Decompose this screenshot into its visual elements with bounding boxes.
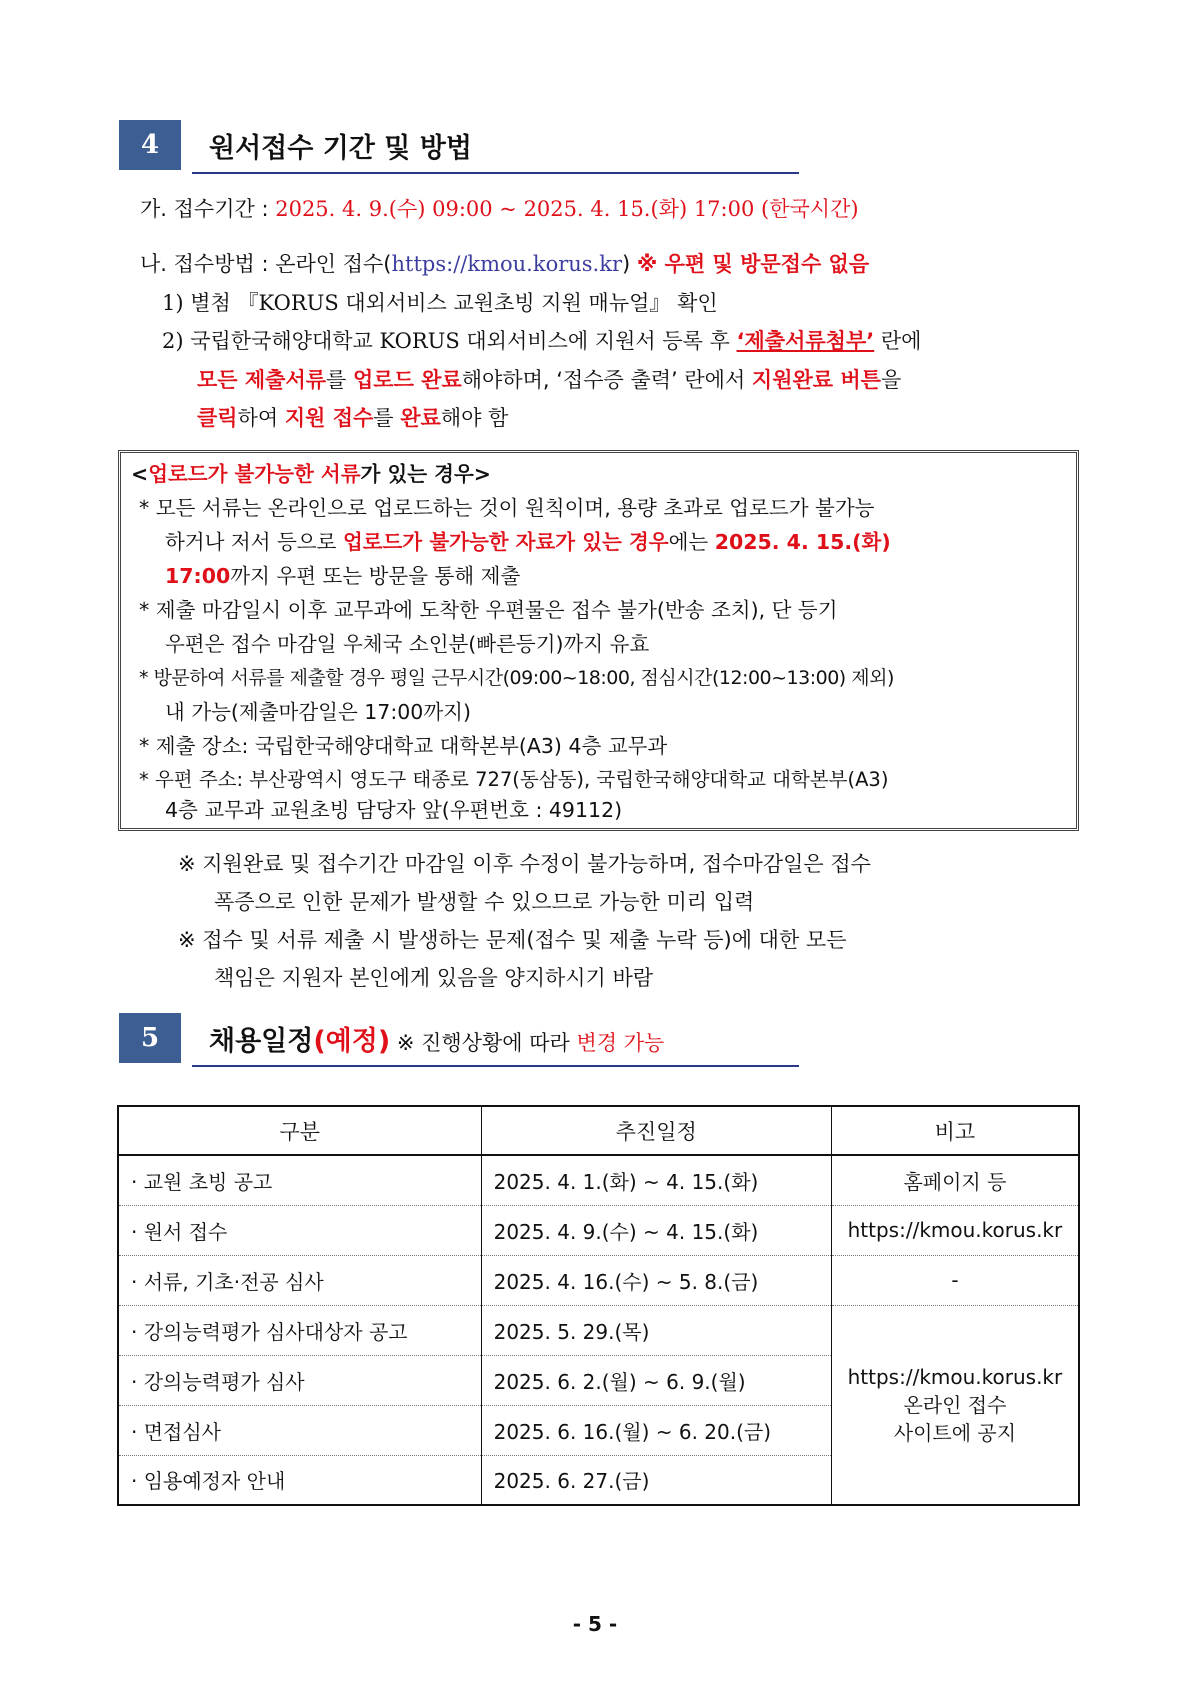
notebox-bullet-5-cont: 4층 교무과 교원초빙 담당자 앞(우편번호 : 49112) (165, 798, 623, 822)
row-item: · 면접심사 (118, 1405, 481, 1455)
merged-note-url[interactable]: https://kmou.korus.kr (847, 1364, 1063, 1389)
merged-note-line-2: 온라인 접수 (903, 1392, 1007, 1417)
row-item: · 임용예정자 안내 (118, 1455, 481, 1505)
row-date: 2025. 4. 16.(수) ~ 5. 8.(금) (481, 1255, 831, 1305)
notebox-bullet-1: * 모든 서류는 온라인으로 업로드하는 것이 원칙이며, 용량 초과로 업로드가 불가능 (139, 496, 875, 520)
attach-docs-field: ‘제출서류첨부’ (736, 329, 875, 353)
page-number: - 5 - (572, 1612, 618, 1636)
row-date: 2025. 5. 29.(목) (481, 1305, 831, 1355)
note-1-cont: 폭증으로 인한 문제가 발생할 수 있으므로 가능한 미리 입력 (214, 890, 755, 914)
section-number: 5 (119, 1013, 181, 1063)
method-label: 나. 접수방법 : 온라인 접수( (140, 252, 392, 276)
note-1: ※ 지원완료 및 접수기간 마감일 이후 수정이 불가능하며, 접수마감일은 접수 (178, 852, 871, 876)
method-warning: ※ 우편 및 방문접수 없음 (636, 252, 870, 276)
header-schedule: 추진일정 (481, 1106, 831, 1155)
row-date: 2025. 6. 27.(금) (481, 1455, 831, 1505)
notebox-bullet-3: * 방문하여 서류를 제출할 경우 평일 근무시간(09:00~18:00, 점심시간(12:00~13:00) 제외) (139, 667, 894, 689)
notebox-bullet-4: * 제출 장소: 국립한국해양대학교 대학본부(A3) 4층 교무과 (139, 734, 668, 758)
section-number: 4 (119, 120, 181, 170)
table-row (118, 1255, 1079, 1305)
notebox-bullet-3-cont: 내 가능(제출마감일은 17:00까지) (165, 700, 471, 724)
period-value: 2025. 4. 9.(수) 09:00 ~ 2025. 4. 15.(화) 17:00 (한국시간) (275, 197, 859, 221)
merged-note-line-3: 사이트에 공지 (893, 1420, 1017, 1445)
recruitment-schedule-table (117, 1105, 1080, 1506)
note-2: ※ 접수 및 서류 제출 시 발생하는 문제(접수 및 제출 누락 등)에 대한 모든 (178, 928, 847, 952)
section-underline (192, 172, 799, 174)
method-step-1: 1) 별첨 『KORUS 대외서비스 교원초빙 지원 매뉴얼』 확인 (162, 291, 718, 315)
row-item: · 교원 초빙 공고 (118, 1155, 481, 1205)
row-item: · 강의능력평가 심사 (118, 1355, 481, 1405)
row-item: · 강의능력평가 심사대상자 공고 (118, 1305, 481, 1355)
row-note: 홈페이지 등 (831, 1155, 1079, 1205)
header-remarks: 비고 (831, 1106, 1079, 1155)
merged-note-cell (831, 1305, 1079, 1505)
application-period (140, 194, 859, 224)
table-row (118, 1205, 1079, 1255)
notebox-bullet-5: * 우편 주소: 부산광역시 영도구 태종로 727(동삼동), 국립한국해양대학교 대학본부(A3) (139, 768, 889, 791)
section-title: 원서접수 기간 및 방법 (209, 133, 472, 164)
method-step-2: 2) 국립한국해양대학교 KORUS 대외서비스에 지원서 등록 후 ‘제출서류첨부’ 란에 (162, 329, 922, 353)
notebox-bullet-1-cont-2: 17:00까지 우편 또는 방문을 통해 제출 (165, 564, 521, 588)
period-label: 가. 접수기간 : (140, 197, 276, 221)
row-item: · 서류, 기초·전공 심사 (118, 1255, 481, 1305)
method-step-2-cont-1: 모든 제출서류를 업로드 완료해야하며, ‘접수증 출력’ 란에서 지원완료 버튼을 (197, 368, 902, 392)
method-step-2-cont-2: 클릭하여 지원 접수를 완료해야 함 (197, 406, 509, 430)
upload-exception-box (118, 450, 1079, 831)
header-category: 구분 (118, 1106, 481, 1155)
section-underline (192, 1065, 799, 1067)
row-note: - (831, 1255, 1079, 1305)
section-title: 채용일정(예정) ※ 진행상황에 따라 변경 가능 (209, 1026, 665, 1057)
row-date: 2025. 6. 16.(월) ~ 6. 20.(금) (481, 1405, 831, 1455)
row-date: 2025. 4. 1.(화) ~ 4. 15.(화) (481, 1155, 831, 1205)
notebox-title: <업로드가 불가능한 서류가 있는 경우> (131, 462, 491, 486)
method-url-link[interactable]: https://kmou.korus.kr (391, 252, 622, 276)
application-method: 나. 접수방법 : 온라인 접수(https://kmou.korus.kr) ※ 우편 및 방문접수 없음 (140, 252, 870, 276)
row-date: 2025. 4. 9.(수) ~ 4. 15.(화) (481, 1205, 831, 1255)
table-row (118, 1155, 1079, 1205)
notebox-bullet-2-cont: 우편은 접수 마감일 우체국 소인분(빠른등기)까지 유효 (165, 632, 650, 656)
note-2-cont: 책임은 지원자 본인에게 있음을 양지하시기 바람 (214, 966, 654, 990)
table-row (118, 1305, 1079, 1355)
table-header-row (118, 1106, 1079, 1155)
row-note-link[interactable]: https://kmou.korus.kr (831, 1205, 1079, 1255)
row-item: · 원서 접수 (118, 1205, 481, 1255)
notebox-bullet-1-cont: 하거나 저서 등으로 업로드가 불가능한 자료가 있는 경우에는 2025. 4. 15.(화) (165, 530, 891, 554)
notebox-bullet-2: * 제출 마감일시 이후 교무과에 도착한 우편물은 접수 불가(반송 조치), 단 등기 (139, 598, 838, 622)
row-date: 2025. 6. 2.(월) ~ 6. 9.(월) (481, 1355, 831, 1405)
